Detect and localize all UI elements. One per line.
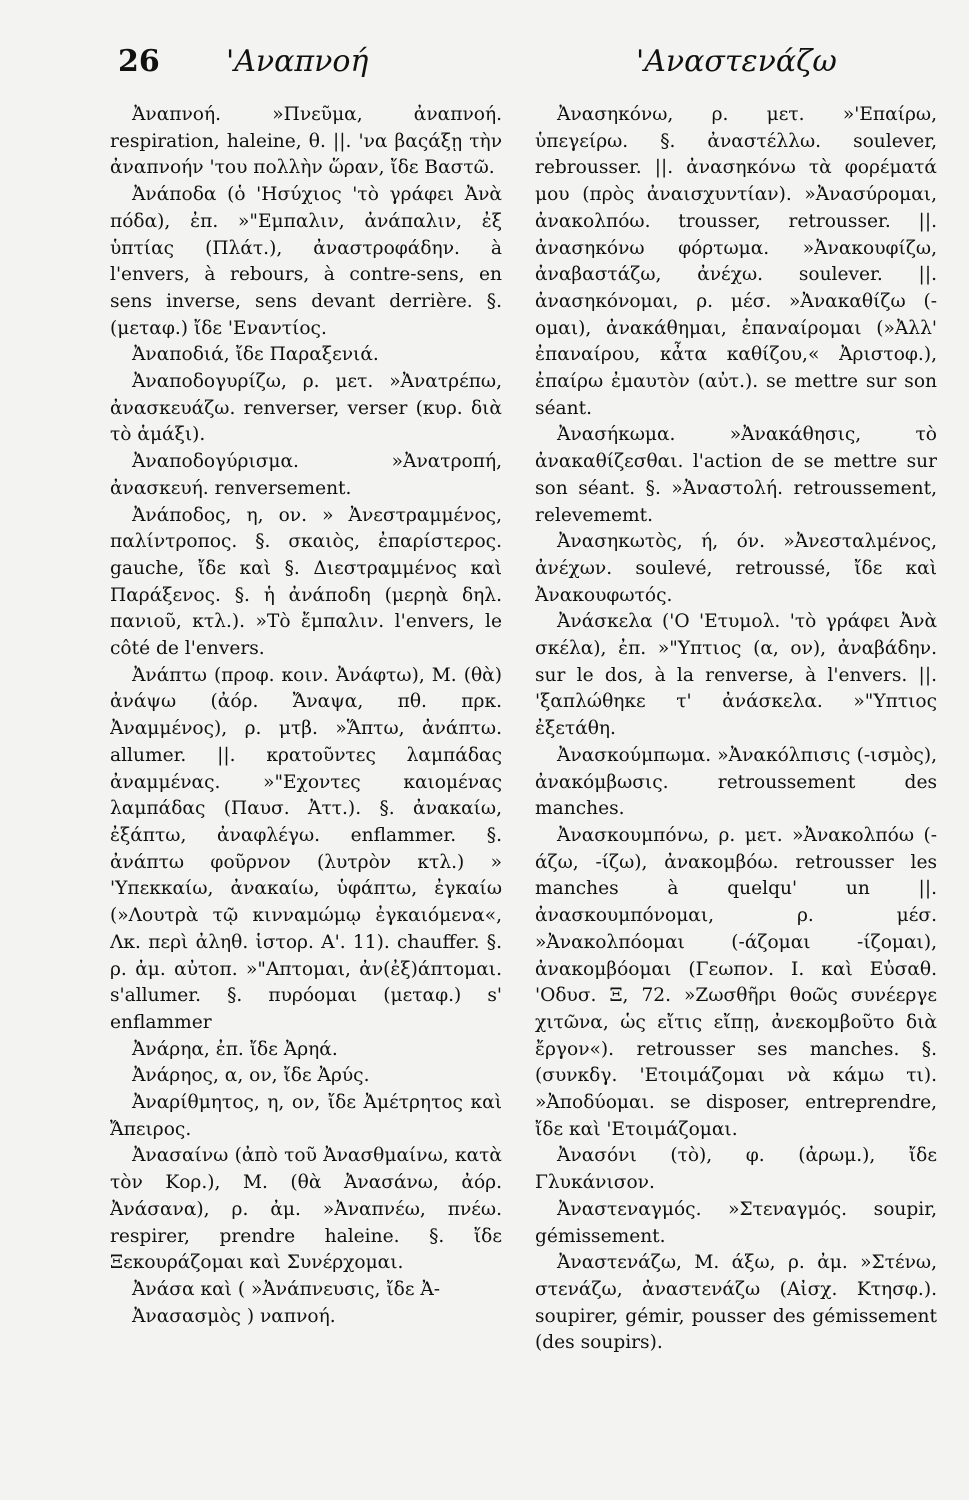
left-column	[110, 102, 502, 1402]
entry-anasaino: Ἀνασαίνω (ἀπὸ τοῦ Ἀνασθμαίνω, κατὰ τὸν Κορ.), Μ. (θὰ Ἀνασάνω, ἀόρ. Ἀνάσανα), ρ. ἀμ. »Ἀναπνέω, πνέω. respirer, prendre haleine. §. ἴδε Ξεκουράζομαι καὶ Συνέρχομαι.	[110, 1145, 502, 1274]
entry-anapodogyrisma: Ἀναποδογύρισμα. »Ἀνατροπή, ἀνασκευή. renversement.	[110, 451, 502, 499]
entry-anapto: Ἀνάπτω (προφ. κοιν. Ἀνάφτω), Μ. (θὰ) ἀνάψω (ἀόρ. Ἄναψα, πθ. πρκ. Ἀναμμένος), ρ. μτβ. »Ἅπτω, ἀνάπτω. allumer. ||. κρατοῦντες λαμπάδας ἀναμμένας. »"Εχοντες καιομένας λαμπάδας (Παυσ. Ἀττ.). §. ἀνακαίω, ἐξάπτω, ἀναφλέγω. enflammer. §. ἀνάπτω φοῦρνον (λυτρὸν κτλ.) » 'Υπεκκαίω, ἀνακαίω, ὑφάπτω, ἐγκαίω (»Λουτρὰ τῷ κινναμώμῳ ἐγκαιόμενα«, Λκ. περὶ ἀληθ. ἱστορ. Α'. 11). chauffer. §. ρ. ἀμ. αὐτοπ. »"Απτομαι, ἀν(ἐξ)άπτομαι. s'allumer. §. πυρόομαι (μεταφ.) s' enflammer	[110, 664, 502, 1033]
entry-anargha: Ἀνάρηα, ἐπ. ἴδε Ἀρηά.	[132, 1038, 338, 1060]
page-number: 26	[118, 44, 160, 79]
right-column	[535, 102, 937, 1402]
left-guide-word: 'Αναπνοή	[226, 44, 369, 79]
entry-anasa: Ἀνάσα καὶ ( »Ἀνάπνευσις, ἴδε Ἀ-	[132, 1278, 441, 1300]
entry-anapodia: Ἀναποδιά, ἴδε Παραξενιά.	[132, 344, 379, 366]
entry-anasikono: Ἀνασηκόνω, ρ. μετ. »'Επαίρω, ὑπεγείρω. §. ἀναστέλλω. soulever, rebrousser. ||. ἀνασηκόνω τὰ φορέματά μου (πρὸς ἀναισχυντίαν). »Ἀνασύρομαι, ἀνακολπόω. trousser, retrousser. ||. ἀνασηκόνω φόρτωμα. »Ἀνακουφίζω, ἀναβαστάζω, ἀνέχω. soulever. ||. ἀνασηκόνομαι, ρ. μέσ. »Ἀνακαθίζω (-ομαι), ἀνακάθημαι, ἐπαναίρομαι (»Ἀλλ' ἐπαναίρου, κἆτα καθίζου,« Ἀριστοφ.), ἐπαίρω ἐμαυτὸν (αὐτ.). se mettre sur son séant.	[535, 104, 937, 419]
entry-anastenazo: Ἀναστενάζω, Μ. άξω, ρ. ἀμ. »Στένω, στενάζω, ἀναστενάζω (Αἰσχ. Κτησφ.). soupirer, gémir, pousser des gémissement (des soupirs).	[535, 1252, 937, 1354]
entry-anasikoma: Ἀνασήκωμα. »Ἀνακάθησις, τὸ ἀνακαθίζεσθαι. l'action de se mettre sur son séant. §. »Ἀναστολή. retroussement, relevememt.	[535, 424, 937, 526]
entry-anapodogyrizo: Ἀναποδογυρίζω, ρ. μετ. »Ἀνατρέπω, ἀνασκευάζω. renverser, verser (κυρ. διὰ τὸ ἁμάξι).	[110, 371, 502, 446]
entry-anasasmos: Ἀνασασμὸς ) ναπνοή.	[132, 1305, 336, 1327]
entry-anapoda: Ἀνάποδα (ὁ 'Ησύχιος 'τὸ γράφει Ἀνὰ πόδα), ἐπ. »"Εμπαλιν, ἀνάπαλιν, ἐξ ὑπτίας (Πλάτ.), ἀναστροφάδην. à l'envers, à rebours, à contre-sens, en sens inverse, sens devant derrière. §. (μεταφ.) ἴδε 'Εναντίος.	[110, 184, 502, 339]
page-header	[118, 44, 927, 94]
entry-anastenagmos: Ἀναστεναγμός. »Στεναγμός. soupir, gémissement.	[535, 1198, 937, 1247]
entry-anaskela: Ἀνάσκελα ('Ο 'Ετυμολ. 'τὸ γράφει Ἀνὰ σκέλα), ἐπ. »"Υπτιος (α, ον), ἀναβάδην. sur le dos, à la renverse, à l'envers. ||. 'ξαπλώθηκε τ' ἀνάσκελα. »"Υπτιος ἐξετάθη.	[535, 611, 937, 740]
right-guide-word: 'Αναστενάζω	[636, 44, 837, 79]
entry-anarghos: Ἀνάρηος, α, ον, ἴδε Ἀρύς.	[132, 1065, 370, 1087]
entry-anaskoumpono: Ἀνασκουμπόνω, ρ. μετ. »Ἀνακολπόω (-άζω, -ίζω), ἀνακομβόω. retrousser les manches à quelqu' un ||. ἀνασκουμπόνομαι, ρ. μέσ. »Ἀνακολπόομαι (-άζομαι -ίζομαι), ἀνακομβόομαι (Γεωπον. Ι. καὶ Εὐσαθ. 'Οδυσ. Ξ, 72. »Ζωσθῆρι θοῶς συνέεργε χιτῶνα, ὡς εἴτις εἴπῃ, ἀνεκομβοῦτο διὰ ἔργον«). retrousser ses manches. §. (συνκδγ. 'Ετοιμάζομαι νὰ κάμω τι). »Ἀποδύομαι. se disposer, entreprendre, ἴδε καὶ 'Ετοιμάζομαι.	[535, 824, 937, 1140]
entry-anaskoumpoma: Ἀνασκούμπωμα. »Ἀνακόλπισις (-ισμὸς), ἀνακόμβωσις. retroussement des manches.	[535, 744, 937, 820]
entry-anarithmitos: Ἀναρίθμητος, η, ον, ἴδε Ἀμέτρητος καὶ Ἄπειρος.	[110, 1092, 502, 1140]
entry-anapodos: Ἀνάποδος, η, ον. » Ἀνεστραμμένος, παλίντροπος. §. σκαιὸς, ἐπαρίστερος. gauche, ἴδε καὶ §. Διεστραμμένος καὶ Παράξενος. §. ἡ ἀνάποδη (μερηὰ δηλ. πανιοῦ, κτλ.). »Τὸ ἔμπαλιν. l'envers, le côté de l'envers.	[110, 504, 502, 660]
entry-anapnoi: Ἀναπνοή. »Πνεῦμα, ἀναπνοή. respiration, haleine, θ. ||. 'να βαςάξῃ τὴν ἀναπνοήν 'του πολλὴν ὥραν, ἴδε Βαστῶ.	[110, 104, 502, 179]
entry-anasikotos: Ἀνασηκωτὸς, ή, όν. »Ἀνεσταλμένος, ἀνέχων. soulevé, retroussé, ἴδε καὶ Ἀνακουφωτός.	[535, 531, 937, 606]
entry-anasoni: Ἀνασόνι (τὸ), φ. (ἀρωμ.), ἴδε Γλυκάνισον.	[535, 1145, 937, 1194]
